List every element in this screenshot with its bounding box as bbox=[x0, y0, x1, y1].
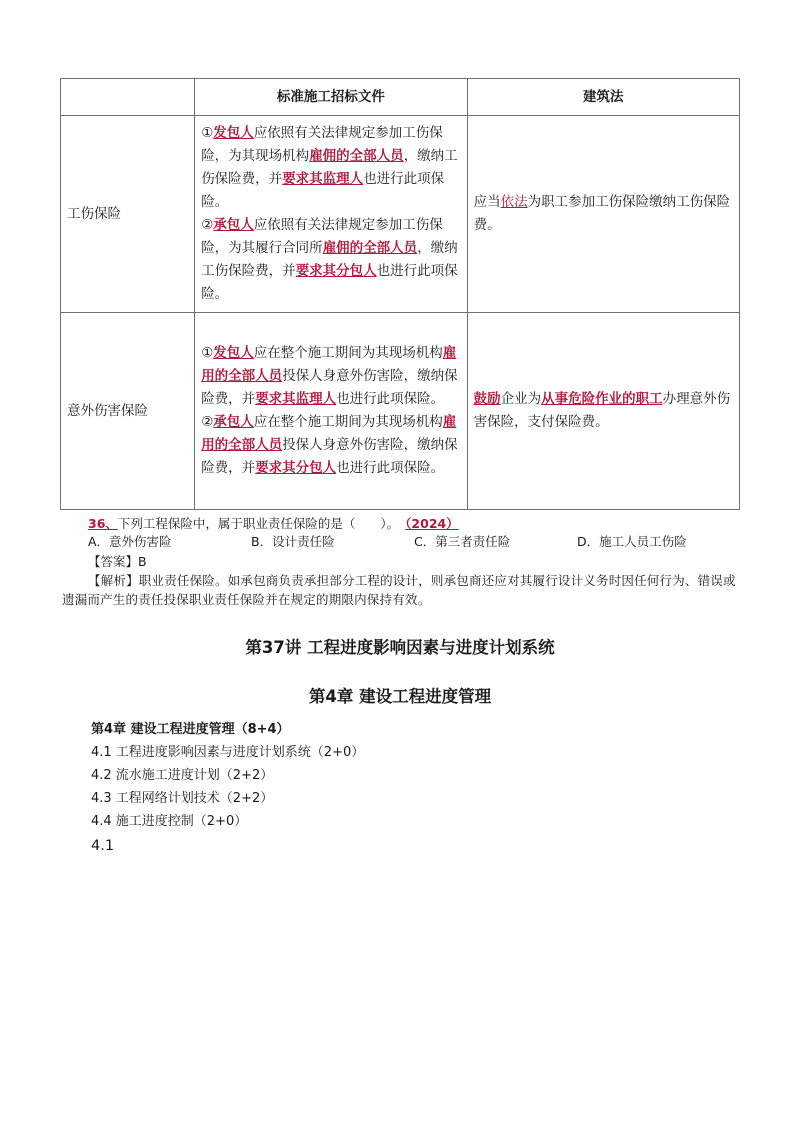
table-row bbox=[61, 116, 740, 313]
lecture-heading: 第37讲 工程进度影响因素与进度计划系统 bbox=[245, 638, 555, 657]
question-number: 36、 bbox=[88, 516, 118, 531]
option-b: B．设计责任险 bbox=[251, 534, 335, 549]
toc-item: 4.3 工程网络计划技术（2+2） bbox=[91, 791, 274, 806]
paragraph: ②承包人应在整个施工期间为其现场机构雇用的全部人员投保人身意外伤害险，缴纳保险费，并要求其分包人也进行此项保险。 bbox=[201, 414, 458, 476]
toc-item: 4.4 施工进度控制（2+0） bbox=[91, 814, 248, 829]
table-row bbox=[61, 313, 740, 510]
table-header-empty bbox=[61, 79, 195, 116]
question-stem bbox=[88, 514, 748, 534]
table-header-construction-law: 建筑法 bbox=[467, 79, 739, 116]
chapter-heading: 第4章 建设工程进度管理 bbox=[308, 687, 492, 706]
question-text: 下列工程保险中，属于职业责任保险的是（ ）。 bbox=[117, 516, 400, 531]
table-header-row bbox=[61, 79, 740, 116]
paragraph: ②承包人应依照有关法律规定参加工伤保险，为其履行合同所雇佣的全部人员，缴纳工伤保险费，并要求其分包人也进行此项保险。 bbox=[201, 217, 458, 302]
toc-item: 4.1 工程进度影响因素与进度计划系统（2+0） bbox=[91, 745, 365, 760]
paragraph: ①发包人应依照有关法律规定参加工伤保险，为其现场机构雇佣的全部人员，缴纳工伤保险费，并要求其监理人也进行此项保险。 bbox=[201, 125, 458, 210]
toc-item: 第4章 建设工程进度管理（8+4） bbox=[91, 722, 290, 737]
section-number: 4.1 bbox=[91, 838, 115, 854]
row-label: 意外伤害保险 bbox=[61, 313, 195, 510]
table-header-bidding-doc: 标准施工招标文件 bbox=[195, 79, 467, 116]
question-year: （2024） bbox=[405, 516, 459, 531]
toc-item: 4.2 流水施工进度计划（2+2） bbox=[91, 768, 274, 783]
bidding-doc-cell bbox=[195, 313, 467, 510]
bidding-doc-cell bbox=[195, 116, 467, 313]
explanation: 【解析】职业责任保险。如承包商负责承担部分工程的设计，则承包商还应对其履行设计义务时因任何行为、错误或遗漏而产生的责任投保职业责任保险并在规定的期限内保持有效。 bbox=[62, 573, 736, 607]
row-label: 工伤保险 bbox=[61, 116, 195, 313]
construction-law-cell: 应当依法为职工参加工伤保险缴纳工伤保险费。 bbox=[467, 116, 739, 313]
answer: 【答案】B bbox=[88, 554, 147, 569]
construction-law-cell: 鼓励企业为从事危险作业的职工办理意外伤害保险，支付保险费。 bbox=[467, 313, 739, 510]
option-d: D．施工人员工伤险 bbox=[577, 534, 687, 549]
insurance-comparison-table bbox=[60, 78, 740, 510]
option-c: C．第三者责任险 bbox=[414, 534, 511, 549]
option-a: A．意外伤害险 bbox=[88, 534, 172, 549]
paragraph: ①发包人应在整个施工期间为其现场机构雇用的全部人员投保人身意外伤害险，缴纳保险费，并要求其监理人也进行此项保险。 bbox=[201, 345, 458, 407]
